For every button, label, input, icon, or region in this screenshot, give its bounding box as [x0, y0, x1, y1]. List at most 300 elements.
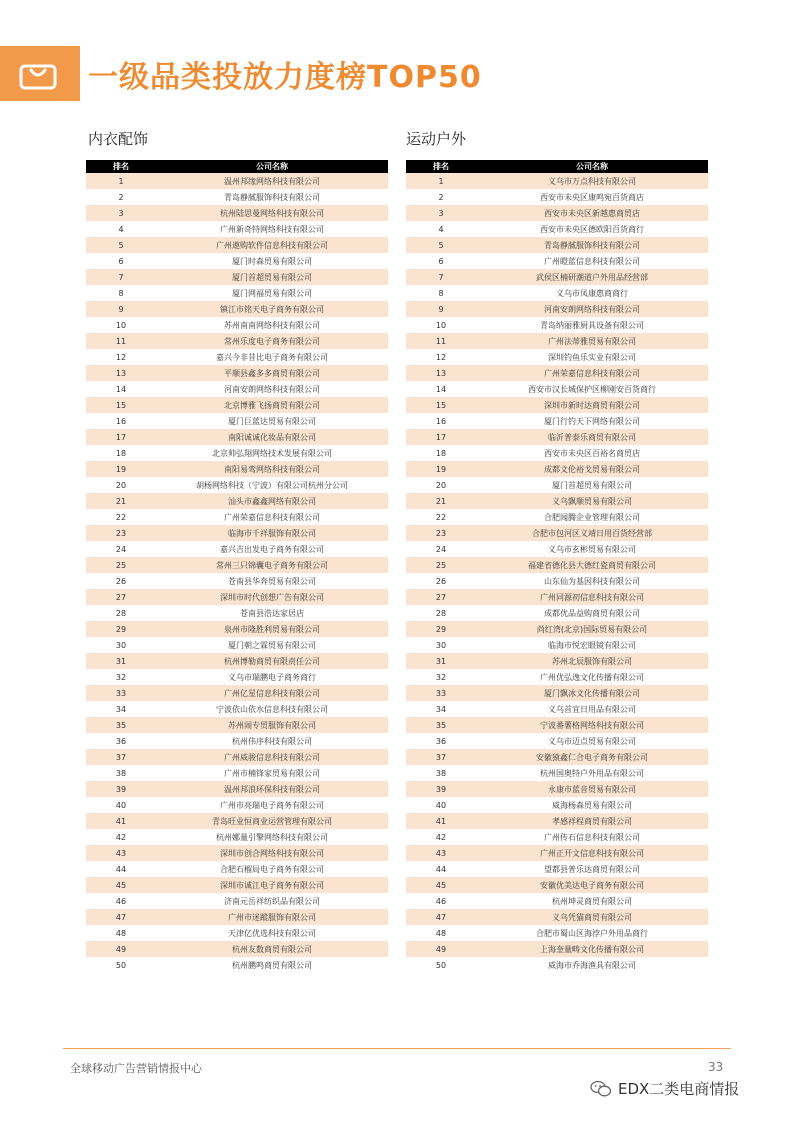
table-row — [86, 621, 388, 637]
company-name-cell: 义乌市万点科技有限公司 — [476, 173, 708, 189]
table-row — [406, 429, 708, 445]
rank-cell: 2 — [406, 189, 476, 205]
company-name-cell: 嘉兴今非昔比电子商务有限公司 — [156, 349, 388, 365]
table-row — [86, 461, 388, 477]
company-name-cell: 天津亿优选科技有限公司 — [156, 925, 388, 941]
table-row — [86, 749, 388, 765]
company-name-cell: 厦门首超贸易有限公司 — [476, 477, 708, 493]
company-name-cell: 山东仙为基因科技有限公司 — [476, 573, 708, 589]
table-row — [86, 557, 388, 573]
rank-cell: 4 — [86, 221, 156, 237]
footer-source: 全球移动广告营销情报中心 — [70, 1062, 202, 1075]
rank-cell: 28 — [406, 605, 476, 621]
table-row — [86, 541, 388, 557]
table-row — [406, 957, 708, 973]
table-row — [406, 765, 708, 781]
brand-watermark — [590, 1078, 739, 1099]
company-name-cell: 上海奎量畴文化传播有限公司 — [476, 941, 708, 957]
table-row — [86, 829, 388, 845]
rank-cell: 16 — [86, 413, 156, 429]
company-name-cell: 苏州北辰服饰有限公司 — [476, 653, 708, 669]
table-row — [406, 413, 708, 429]
table-row — [86, 349, 388, 365]
company-name-cell: 义乌市瑞鹏电子商务商行 — [156, 669, 388, 685]
rank-cell: 44 — [86, 861, 156, 877]
company-name-cell: 合肥闻腾企业管理有限公司 — [476, 509, 708, 525]
footer-divider — [63, 1048, 731, 1049]
rank-cell: 50 — [406, 957, 476, 973]
rank-cell: 36 — [406, 733, 476, 749]
table-row — [406, 173, 708, 189]
rank-cell: 14 — [406, 381, 476, 397]
rank-cell: 5 — [406, 237, 476, 253]
table-row — [406, 781, 708, 797]
rank-cell: 47 — [406, 909, 476, 925]
rank-cell: 45 — [406, 877, 476, 893]
company-name-cell: 厦门巨蓝达贸易有限公司 — [156, 413, 388, 429]
company-name-cell: 望都县普乐达商贸有限公司 — [476, 861, 708, 877]
rank-cell: 49 — [86, 941, 156, 957]
rank-cell: 36 — [86, 733, 156, 749]
rank-cell: 33 — [406, 685, 476, 701]
company-name-cell: 杭州国奥特户外用品有限公司 — [476, 765, 708, 781]
table-row — [86, 845, 388, 861]
rank-cell: 16 — [406, 413, 476, 429]
table-row — [406, 829, 708, 845]
rank-cell: 26 — [406, 573, 476, 589]
table-row — [406, 717, 708, 733]
company-name-cell: 西安市未央区康鸣宛百货商店 — [476, 189, 708, 205]
rank-cell: 22 — [406, 509, 476, 525]
rank-cell: 30 — [406, 637, 476, 653]
table-row — [86, 685, 388, 701]
table-row — [406, 701, 708, 717]
company-name-cell: 厦门飘冰文化传播有限公司 — [476, 685, 708, 701]
company-name-cell: 北京博雅飞扬商贸有限公司 — [156, 397, 388, 413]
rank-cell: 6 — [86, 253, 156, 269]
rank-cell: 2 — [86, 189, 156, 205]
rank-cell: 34 — [86, 701, 156, 717]
page-title: 一级品类投放力度榜TOP50 — [88, 60, 482, 95]
table-row — [86, 893, 388, 909]
company-name-cell: 义乌市迈点贸易有限公司 — [476, 733, 708, 749]
company-name-cell: 安徽优美达电子商务有限公司 — [476, 877, 708, 893]
table-row — [86, 477, 388, 493]
rank-cell: 48 — [86, 925, 156, 941]
table-row — [86, 701, 388, 717]
table-row — [406, 893, 708, 909]
table-row — [406, 189, 708, 205]
company-name-cell: 威海市乔海渔具有限公司 — [476, 957, 708, 973]
table-row — [406, 477, 708, 493]
company-name-cell: 广州市迷蹤服饰有限公司 — [156, 909, 388, 925]
table-row — [406, 925, 708, 941]
company-name-cell: 广州威骏信息科技有限公司 — [156, 749, 388, 765]
rank-cell: 40 — [406, 797, 476, 813]
rank-cell: 3 — [406, 205, 476, 221]
company-name-cell: 杭州友数商贸有限公司 — [156, 941, 388, 957]
table-row — [86, 941, 388, 957]
rank-cell: 46 — [406, 893, 476, 909]
rank-cell: 11 — [86, 333, 156, 349]
rank-cell: 8 — [86, 285, 156, 301]
rank-cell: 37 — [86, 749, 156, 765]
table-row — [86, 877, 388, 893]
company-name-cell: 永康市蓝音贸易有限公司 — [476, 781, 708, 797]
company-name-cell: 广州正开文信息科技有限公司 — [476, 845, 708, 861]
company-name-cell: 厦门网福贸易有限公司 — [156, 285, 388, 301]
rank-cell: 50 — [86, 957, 156, 973]
section-title-left: 内衣配饰 — [88, 130, 149, 148]
rank-cell: 38 — [406, 765, 476, 781]
company-name-cell: 苏州闹专贸服饰有限公司 — [156, 717, 388, 733]
shopping-bag-icon — [18, 58, 58, 90]
rank-cell: 4 — [406, 221, 476, 237]
rank-cell: 49 — [406, 941, 476, 957]
rank-cell: 18 — [406, 445, 476, 461]
company-name-cell: 宁波番薯格网络科技有限公司 — [476, 717, 708, 733]
rank-cell: 12 — [86, 349, 156, 365]
company-name-cell: 宁波依山依水信息科技有限公司 — [156, 701, 388, 717]
table-row — [406, 525, 708, 541]
company-name-cell: 厦门首超贸易有限公司 — [156, 269, 388, 285]
rank-cell: 35 — [86, 717, 156, 733]
header-rank: 排名 — [406, 160, 476, 173]
company-name-cell: 南阳易鸾网络科技有限公司 — [156, 461, 388, 477]
rank-cell: 29 — [406, 621, 476, 637]
table-row — [86, 669, 388, 685]
company-name-cell: 温州邦缘网络科技有限公司 — [156, 173, 388, 189]
company-name-cell: 尚红湾(北京)国际贸易有限公司 — [476, 621, 708, 637]
table-row — [406, 205, 708, 221]
page-number: 33 — [708, 1060, 724, 1074]
rank-cell: 41 — [86, 813, 156, 829]
rank-cell: 42 — [406, 829, 476, 845]
table-row — [406, 621, 708, 637]
company-name-cell: 合肥市蜀山区海浡户外用品商行 — [476, 925, 708, 941]
rank-cell: 20 — [406, 477, 476, 493]
rank-cell: 22 — [86, 509, 156, 525]
company-name-cell: 厦门时森贸易有限公司 — [156, 253, 388, 269]
table-row — [406, 221, 708, 237]
rank-cell: 1 — [86, 173, 156, 189]
company-name-cell: 广州荣嘉信息科技有限公司 — [156, 509, 388, 525]
rank-cell: 31 — [86, 653, 156, 669]
table-row — [406, 253, 708, 269]
company-name-cell: 武侯区楠研潮道户外用品经营部 — [476, 269, 708, 285]
rank-cell: 5 — [86, 237, 156, 253]
header-company-name: 公司名称 — [156, 160, 388, 173]
company-name-cell: 义乌首宜日用品有限公司 — [476, 701, 708, 717]
rank-cell: 18 — [86, 445, 156, 461]
rank-cell: 39 — [86, 781, 156, 797]
company-name-cell: 深圳市新时达商贸有限公司 — [476, 397, 708, 413]
table-row — [86, 173, 388, 189]
rank-cell: 13 — [86, 365, 156, 381]
company-name-cell: 义乌市凤康惠商商行 — [476, 285, 708, 301]
company-name-cell: 深圳市诚江电子商务有限公司 — [156, 877, 388, 893]
table-row — [406, 333, 708, 349]
table-row — [86, 253, 388, 269]
company-name-cell: 成都优品益购商贸有限公司 — [476, 605, 708, 621]
rank-cell: 46 — [86, 893, 156, 909]
table-row — [86, 525, 388, 541]
company-name-cell: 苍南县浩达家居店 — [156, 605, 388, 621]
company-name-cell: 成都文伦裕戈贸易有限公司 — [476, 461, 708, 477]
table-row — [406, 541, 708, 557]
table-row — [406, 861, 708, 877]
table-row — [86, 637, 388, 653]
company-name-cell: 福建省德化县大德红瓷商贸有限公司 — [476, 557, 708, 573]
table-row — [406, 381, 708, 397]
brand-name: EDX二类电商情报 — [618, 1080, 740, 1098]
table-row — [406, 269, 708, 285]
company-name-cell: 杭州伟序科技有限公司 — [156, 733, 388, 749]
rank-cell: 23 — [86, 525, 156, 541]
rank-cell: 32 — [86, 669, 156, 685]
table-row — [86, 317, 388, 333]
rank-cell: 47 — [86, 909, 156, 925]
rank-cell: 6 — [406, 253, 476, 269]
company-name-cell: 广州传石信息科技有限公司 — [476, 829, 708, 845]
company-name-cell: 南阳诚诚化妆品有限公司 — [156, 429, 388, 445]
company-name-cell: 厦门朝之霖贸易有限公司 — [156, 637, 388, 653]
company-name-cell: 杭州娜量引擎网络科技有限公司 — [156, 829, 388, 845]
rank-cell: 31 — [406, 653, 476, 669]
table-row — [86, 269, 388, 285]
table-row — [406, 589, 708, 605]
company-name-cell: 常州三只锦囊电子商务有限公司 — [156, 557, 388, 573]
table-row — [86, 205, 388, 221]
table-row — [406, 445, 708, 461]
company-name-cell: 广州遨购软件信息科技有限公司 — [156, 237, 388, 253]
table-row — [86, 733, 388, 749]
table-row — [86, 413, 388, 429]
rank-cell: 15 — [406, 397, 476, 413]
rank-cell: 15 — [86, 397, 156, 413]
table-row — [86, 285, 388, 301]
rank-cell: 14 — [86, 381, 156, 397]
company-name-cell: 杭州陆思曼网络科技有限公司 — [156, 205, 388, 221]
company-name-cell: 广州优弘逸文化传播有限公司 — [476, 669, 708, 685]
rank-cell: 39 — [406, 781, 476, 797]
rank-cell: 45 — [86, 877, 156, 893]
rank-cell: 17 — [406, 429, 476, 445]
company-name-cell: 广州市亮瑞电子商务有限公司 — [156, 797, 388, 813]
company-name-cell: 威海杨森贸易有限公司 — [476, 797, 708, 813]
company-name-cell: 常州乐度电子商务有限公司 — [156, 333, 388, 349]
table-row — [86, 493, 388, 509]
ranking-table-right — [406, 160, 708, 973]
company-name-cell: 合肥石榴局电子商务有限公司 — [156, 861, 388, 877]
table-row — [406, 941, 708, 957]
company-name-cell: 泉州市隆胜利贸易有限公司 — [156, 621, 388, 637]
rank-cell: 24 — [86, 541, 156, 557]
table-row — [406, 397, 708, 413]
table-row — [406, 749, 708, 765]
company-name-cell: 青岛纳丽雅厨具设备有限公司 — [476, 317, 708, 333]
wechat-icon — [590, 1080, 612, 1098]
table-row — [406, 365, 708, 381]
company-name-cell: 深圳市创合网络科技有限公司 — [156, 845, 388, 861]
rank-cell: 42 — [86, 829, 156, 845]
company-name-cell: 厦门行钓天下网络有限公司 — [476, 413, 708, 429]
company-name-cell: 西安市未央区新越惠商贸店 — [476, 205, 708, 221]
table-row — [86, 589, 388, 605]
table-header-row — [86, 160, 388, 173]
rank-cell: 25 — [406, 557, 476, 573]
company-name-cell: 西安市未央区德欧阳百货商行 — [476, 221, 708, 237]
company-name-cell: 合肥市包河区义靖日用百货经营部 — [476, 525, 708, 541]
table-row — [406, 461, 708, 477]
table-row — [86, 509, 388, 525]
rank-cell: 24 — [406, 541, 476, 557]
company-name-cell: 青岛静腻服饰科技有限公司 — [156, 189, 388, 205]
company-name-cell: 镇江市铭天电子商务有限公司 — [156, 301, 388, 317]
header-company-name: 公司名称 — [476, 160, 708, 173]
rank-cell: 38 — [86, 765, 156, 781]
company-name-cell: 广州法蒂雅贸易有限公司 — [476, 333, 708, 349]
company-name-cell: 嘉兴吉出发电子商务有限公司 — [156, 541, 388, 557]
company-name-cell: 广州市楠锋家贸易有限公司 — [156, 765, 388, 781]
table-row — [406, 909, 708, 925]
company-name-cell: 广州新奇特网络科技有限公司 — [156, 221, 388, 237]
company-name-cell: 济南元岳祥纺织品有限公司 — [156, 893, 388, 909]
header-accent-box — [0, 46, 80, 101]
company-name-cell: 孝感祥程商贸有限公司 — [476, 813, 708, 829]
company-name-cell: 义乌飘顺贸易有限公司 — [476, 493, 708, 509]
table-row — [86, 925, 388, 941]
company-name-cell: 义乌市玄彬贸易有限公司 — [476, 541, 708, 557]
table-row — [406, 237, 708, 253]
table-row — [86, 333, 388, 349]
company-name-cell: 汕头市鑫鑫网络有限公司 — [156, 493, 388, 509]
rank-cell: 48 — [406, 925, 476, 941]
company-name-cell: 杭州博勒商贸有限责任公司 — [156, 653, 388, 669]
section-title-right: 运动户外 — [406, 130, 467, 148]
table-row — [406, 637, 708, 653]
rank-cell: 12 — [406, 349, 476, 365]
table-row — [86, 605, 388, 621]
company-name-cell: 临海市千祥服饰有限公司 — [156, 525, 388, 541]
table-row — [406, 317, 708, 333]
rank-cell: 27 — [86, 589, 156, 605]
rank-cell: 29 — [86, 621, 156, 637]
table-row — [86, 301, 388, 317]
rank-cell: 40 — [86, 797, 156, 813]
rank-cell: 7 — [86, 269, 156, 285]
table-row — [406, 797, 708, 813]
table-row — [406, 349, 708, 365]
rank-cell: 30 — [86, 637, 156, 653]
table-row — [86, 381, 388, 397]
rank-cell: 27 — [406, 589, 476, 605]
rank-cell: 28 — [86, 605, 156, 621]
rank-cell: 21 — [86, 493, 156, 509]
rank-cell: 20 — [86, 477, 156, 493]
rank-cell: 26 — [86, 573, 156, 589]
company-name-cell: 杭州鹏鸣商贸有限公司 — [156, 957, 388, 973]
rank-cell: 32 — [406, 669, 476, 685]
company-name-cell: 西安市汉长城保护区柳刚安百货商行 — [476, 381, 708, 397]
company-name-cell: 深圳市时代创想广告有限公司 — [156, 589, 388, 605]
company-name-cell: 北京帅弘翔网络技术发展有限公司 — [156, 445, 388, 461]
table-row — [406, 285, 708, 301]
table-row — [86, 221, 388, 237]
rank-cell: 34 — [406, 701, 476, 717]
table-row — [86, 653, 388, 669]
company-name-cell: 广州同源初信息科技有限公司 — [476, 589, 708, 605]
company-name-cell: 温州邦浪环保科技有限公司 — [156, 781, 388, 797]
company-name-cell: 义乌凭猫商贸有限公司 — [476, 909, 708, 925]
header-rank: 排名 — [86, 160, 156, 173]
company-name-cell: 河南安朗网络科技有限公司 — [476, 301, 708, 317]
rank-cell: 41 — [406, 813, 476, 829]
ranking-table-left — [86, 160, 388, 973]
rank-cell: 23 — [406, 525, 476, 541]
company-name-cell: 杭州坤灵商贸有限公司 — [476, 893, 708, 909]
table-header-row — [406, 160, 708, 173]
rank-cell: 9 — [406, 301, 476, 317]
rank-cell: 11 — [406, 333, 476, 349]
company-name-cell: 苏州南南网络科技有限公司 — [156, 317, 388, 333]
rank-cell: 25 — [86, 557, 156, 573]
rank-cell: 43 — [406, 845, 476, 861]
table-row — [86, 813, 388, 829]
table-row — [406, 845, 708, 861]
table-row — [406, 877, 708, 893]
table-row — [406, 605, 708, 621]
table-row — [406, 557, 708, 573]
table-row — [86, 237, 388, 253]
rank-cell: 9 — [86, 301, 156, 317]
company-name-cell: 河南安朗网络科技有限公司 — [156, 381, 388, 397]
rank-cell: 44 — [406, 861, 476, 877]
rank-cell: 35 — [406, 717, 476, 733]
company-name-cell: 青岛旺业恒商业运营管理有限公司 — [156, 813, 388, 829]
table-row — [86, 797, 388, 813]
rank-cell: 1 — [406, 173, 476, 189]
rank-cell: 10 — [406, 317, 476, 333]
company-name-cell: 广州瞪蓝信息科技有限公司 — [476, 253, 708, 269]
rank-cell: 19 — [406, 461, 476, 477]
table-row — [86, 189, 388, 205]
table-row — [86, 909, 388, 925]
rank-cell: 3 — [86, 205, 156, 221]
company-name-cell: 安徽猿鑫仁合电子商务有限公司 — [476, 749, 708, 765]
rank-cell: 19 — [86, 461, 156, 477]
table-row — [406, 669, 708, 685]
company-name-cell: 胡杨网络科技（宁波）有限公司杭州分公司 — [156, 477, 388, 493]
company-name-cell: 广州亿星信息科技有限公司 — [156, 685, 388, 701]
table-row — [86, 429, 388, 445]
company-name-cell: 临海市悦宏眼镜有限公司 — [476, 637, 708, 653]
table-row — [86, 957, 388, 973]
table-row — [406, 573, 708, 589]
table-row — [406, 733, 708, 749]
company-name-cell: 青岛静腻服饰科技有限公司 — [476, 237, 708, 253]
table-row — [86, 765, 388, 781]
rank-cell: 7 — [406, 269, 476, 285]
table-row — [86, 445, 388, 461]
table-row — [86, 573, 388, 589]
table-row — [406, 509, 708, 525]
company-name-cell: 苍南县华奔贸易有限公司 — [156, 573, 388, 589]
rank-cell: 10 — [86, 317, 156, 333]
table-row — [86, 717, 388, 733]
table-row — [86, 781, 388, 797]
table-row — [86, 365, 388, 381]
